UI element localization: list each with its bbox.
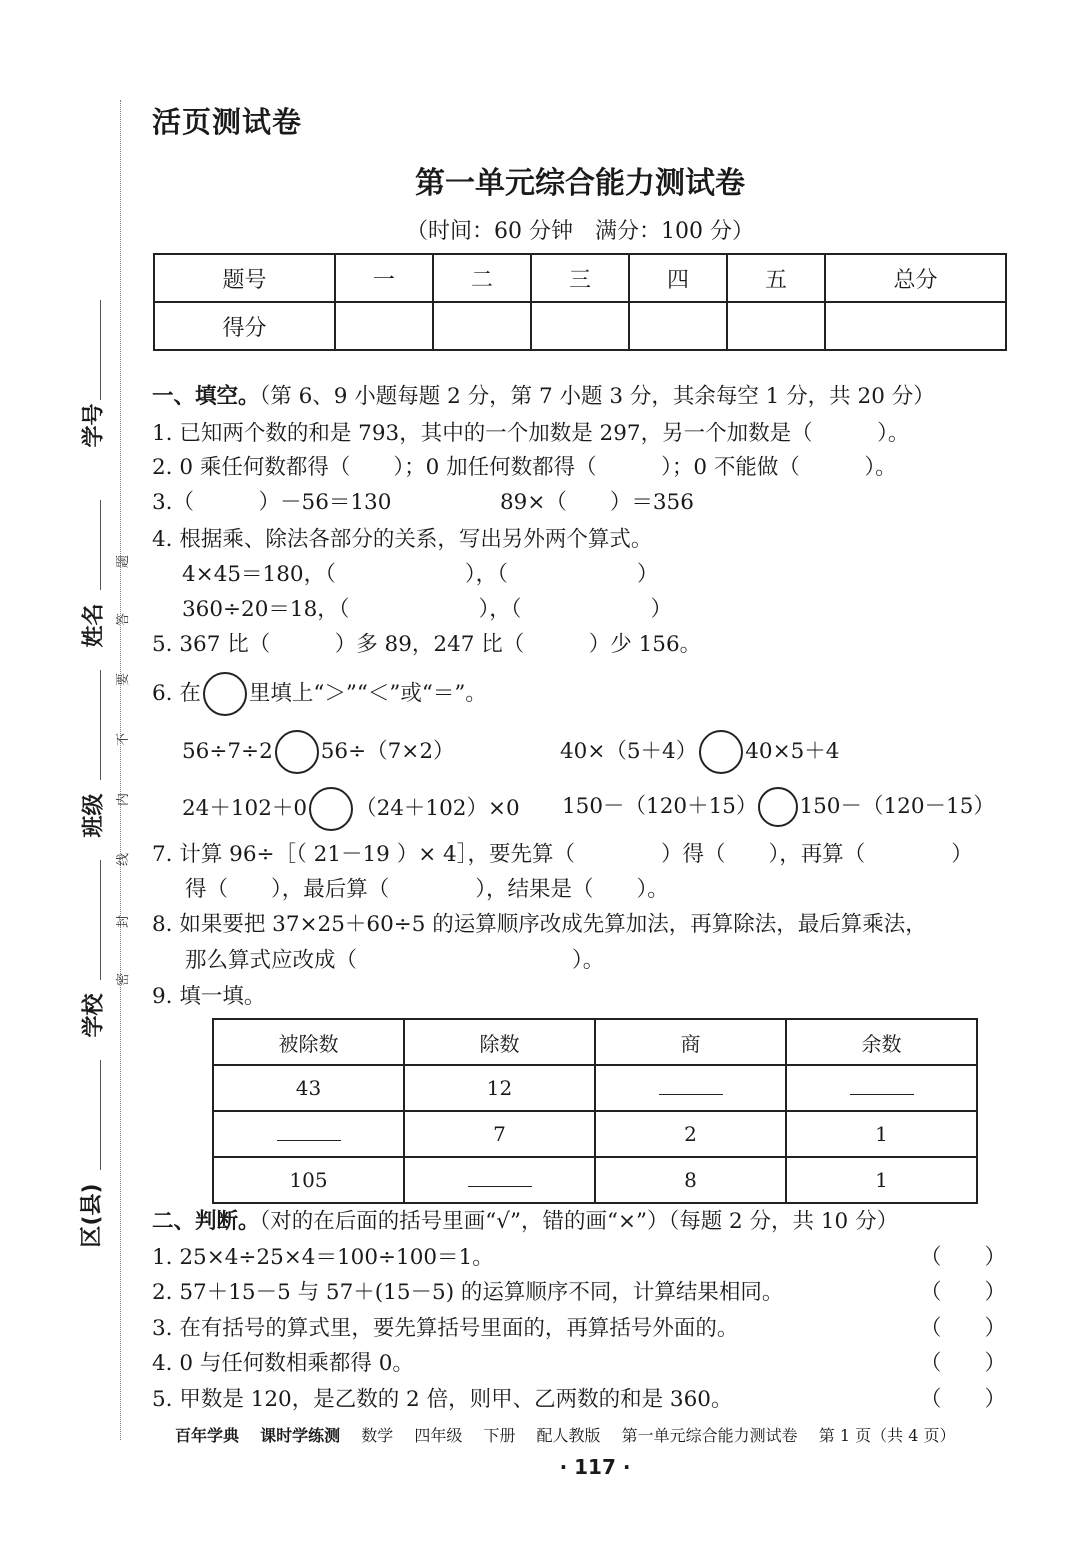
question-6 [152, 672, 487, 716]
compare-left: 56÷7÷2 [182, 739, 273, 764]
footer-series: 课时学练测 [260, 1426, 341, 1445]
binding-line [120, 100, 121, 1440]
compare-right: （24＋102）×0 [355, 796, 520, 821]
question-5: 5. 367 比（ ）多 89，247 比（ ）少 156。 [152, 632, 702, 657]
question-8b: 那么算式应改成（ ）。 [185, 948, 605, 973]
score-cell[interactable] [629, 302, 727, 350]
footer-edition: 配人教版 [536, 1426, 601, 1445]
table-cell: 12 [404, 1065, 595, 1111]
exam-info: （时间：60 分钟 满分：100 分） [406, 219, 754, 244]
judge-item-4: 4. 0 与任何数相乘都得 0。 [152, 1351, 414, 1376]
table-row [154, 254, 1006, 302]
table-header: 被除数 [213, 1019, 404, 1065]
table-cell: 8 [595, 1157, 786, 1203]
answer-blank-cell[interactable] [213, 1111, 404, 1157]
answer-blank[interactable] [277, 1126, 341, 1141]
score-header-cell: 题号 [154, 254, 335, 302]
sidebar-label-district: 区(县) [79, 1183, 105, 1248]
page-label: 活页测试卷 [152, 105, 303, 139]
name-line [100, 500, 101, 590]
score-cell[interactable] [433, 302, 531, 350]
score-header-cell: 二 [433, 254, 531, 302]
sidebar-label-school: 学校 [81, 993, 107, 1038]
answer-blank-cell[interactable] [404, 1157, 595, 1203]
answer-paren[interactable]: （ ） [920, 1387, 1007, 1412]
question-1: 1. 已知两个数的和是 793，其中的一个加数是 297，另一个加数是（ ）。 [152, 421, 910, 446]
section2-heading-line [152, 1207, 898, 1237]
compare-item-1 [182, 730, 455, 774]
page-number: · 117 · [559, 1455, 631, 1479]
seal-char: 题 [116, 554, 132, 569]
score-cell[interactable] [335, 302, 433, 350]
question-7b: 得（ ），最后算（ ），结果是（ ）。 [185, 877, 669, 902]
table-cell: 7 [404, 1111, 595, 1157]
section2-heading: 二、判断。 [152, 1209, 260, 1234]
compare-item-3 [182, 787, 520, 831]
answer-paren[interactable]: （ ） [920, 1280, 1007, 1305]
answer-paren[interactable]: （ ） [920, 1351, 1007, 1376]
table-cell: 1 [786, 1111, 977, 1157]
q6-suffix: 里填上“＞”“＜”或“＝”。 [248, 681, 487, 706]
footer-page-info: 第 1 页（共 4 页） [818, 1426, 956, 1445]
question-2: 2. 0 乘任何数都得（ ）；0 加任何数都得（ ）；0 不能做（ ）。 [152, 455, 897, 480]
table-header: 余数 [786, 1019, 977, 1065]
question-3a: 3.（ ）－56＝130 [152, 490, 392, 515]
table-cell: 105 [213, 1157, 404, 1203]
class-line [100, 670, 101, 780]
table-cell: 2 [595, 1111, 786, 1157]
answer-blank-cell[interactable] [786, 1065, 977, 1111]
compare-item-4 [562, 787, 995, 827]
seal-char: 内 [116, 792, 132, 807]
compare-circle[interactable] [309, 787, 353, 831]
answer-blank[interactable] [468, 1172, 532, 1187]
score-header-cell: 五 [727, 254, 825, 302]
compare-circle[interactable] [758, 787, 798, 827]
footer-volume: 下册 [483, 1426, 516, 1445]
score-header-cell: 一 [335, 254, 433, 302]
judge-item-5: 5. 甲数是 120，是乙数的 2 倍，则甲、乙两数的和是 360。 [152, 1387, 733, 1412]
footer-grade: 四年级 [414, 1426, 463, 1445]
seal-char: 不 [116, 732, 132, 747]
school-line [100, 860, 101, 980]
question-9: 9. 填一填。 [152, 984, 266, 1009]
compare-circle[interactable] [699, 730, 743, 774]
judge-item-3: 3. 在有括号的算式里，要先算括号里面的，再算括号外面的。 [152, 1316, 739, 1341]
table-cell: 43 [213, 1065, 404, 1111]
score-header-cell: 三 [531, 254, 629, 302]
student-id-line [100, 300, 101, 400]
question-4a: 4×45＝180，（ ），（ ） [182, 562, 659, 587]
question-4: 4. 根据乘、除法各部分的关系，写出另外两个算式。 [152, 527, 653, 552]
footer-subject: 数学 [361, 1426, 394, 1445]
footer-brand: 百年学典 [175, 1426, 240, 1445]
seal-char: 线 [116, 852, 132, 867]
table-row [213, 1157, 977, 1203]
judge-item-2: 2. 57＋15－5 与 57＋(15－5) 的运算顺序不同，计算结果相同。 [152, 1280, 784, 1305]
section1-note: （第 6、9 小题每题 2 分，第 7 小题 3 分，其余每空 1 分，共 20 分） [259, 384, 935, 409]
compare-right: 56÷（7×2） [320, 739, 455, 764]
district-line [100, 1060, 101, 1170]
score-cell[interactable] [531, 302, 629, 350]
compare-left: 40×（5＋4） [560, 739, 698, 764]
table-header: 除数 [404, 1019, 595, 1065]
seal-char: 要 [116, 672, 132, 687]
footer-test-name: 第一单元综合能力测试卷 [621, 1426, 798, 1445]
page-title: 第一单元综合能力测试卷 [415, 166, 745, 201]
sidebar-label-name: 姓名 [81, 603, 107, 648]
table-row [213, 1111, 977, 1157]
seal-char: 答 [116, 612, 132, 627]
score-header-cell: 总分 [825, 254, 1006, 302]
table-row [213, 1019, 977, 1065]
compare-circle-example [203, 672, 247, 716]
score-table [153, 253, 1007, 351]
answer-paren[interactable]: （ ） [920, 1316, 1007, 1341]
seal-char: 密 [116, 972, 132, 987]
question-7a: 7. 计算 96÷［（ 21－19 ）× 4］，要先算（ ）得（ ），再算（ ） [152, 842, 973, 867]
judge-item-1: 1. 25×4÷25×4＝100÷100＝1。 [152, 1245, 494, 1270]
question-3b: 89×（ ）＝356 [500, 490, 694, 515]
question-4b: 360÷20＝18，（ ），（ ） [182, 597, 673, 622]
sidebar-label-student-id: 学号 [81, 403, 107, 448]
division-table [212, 1018, 978, 1204]
table-row [154, 302, 1006, 350]
score-row-label: 得分 [154, 302, 335, 350]
answer-blank-cell[interactable] [595, 1065, 786, 1111]
compare-circle[interactable] [275, 730, 319, 774]
footer [175, 1423, 971, 1446]
answer-blank[interactable] [659, 1080, 723, 1095]
compare-right: 40×5＋4 [745, 739, 840, 764]
compare-item-2 [560, 730, 839, 774]
score-cell[interactable] [825, 302, 1006, 350]
seal-char: 封 [116, 914, 132, 929]
answer-blank[interactable] [850, 1080, 914, 1095]
score-cell[interactable] [727, 302, 825, 350]
compare-left: 24＋102＋0 [182, 796, 308, 821]
question-8a: 8. 如果要把 37×25＋60÷5 的运算顺序改成先算加法，再算除法，最后算乘法， [152, 912, 927, 937]
section2-note: （对的在后面的括号里画“√”，错的画“×”）（每题 2 分，共 10 分） [259, 1209, 899, 1234]
table-cell: 1 [786, 1157, 977, 1203]
section1-heading: 一、填空。 [152, 384, 260, 409]
compare-right: 150－（120－15） [799, 794, 995, 819]
compare-left: 150－（120＋15） [562, 794, 758, 819]
table-row [213, 1065, 977, 1111]
table-header: 商 [595, 1019, 786, 1065]
score-header-cell: 四 [629, 254, 727, 302]
section1-heading-line [152, 382, 935, 412]
q6-prefix: 6. 在 [152, 681, 201, 706]
sidebar-label-class: 班级 [81, 793, 107, 838]
answer-paren[interactable]: （ ） [920, 1245, 1007, 1270]
